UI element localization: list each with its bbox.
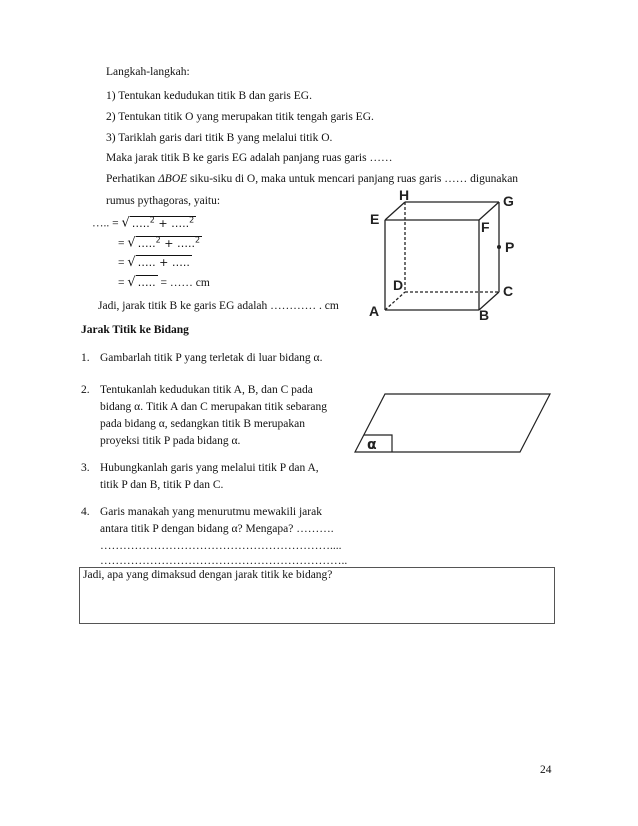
label-g: G	[503, 193, 514, 209]
item-2-line-4: proyeksi titik P pada bidang α.	[100, 435, 241, 447]
step-2: 2) Tentukan titik O yang merupakan titik tengah garis EG.	[106, 111, 374, 123]
jadi-eg-line: Jadi, jarak titik B ke garis EG adalah ………… . cm	[98, 300, 339, 312]
maka-line: Maka jarak titik B ke garis EG adalah panjang ruas garis ……	[106, 152, 393, 164]
item-4-line-1: Garis manakah yang menurutmu mewakili jarak	[100, 506, 322, 518]
item-4-line-2: antara titik P dengan bidang α? Mengapa? ……….	[100, 523, 334, 535]
item-1-num: 1.	[81, 352, 90, 364]
item-4-line-4: ………………………………………………………..	[100, 555, 348, 567]
edge-eh	[385, 202, 405, 220]
edge-fg	[479, 202, 499, 220]
plane-alpha-figure	[350, 390, 555, 456]
eq1-term-b: + …..	[158, 216, 190, 230]
label-h: H	[399, 190, 410, 203]
perhatikan-line	[106, 173, 518, 185]
eq2-exp-a: 2	[155, 235, 161, 244]
page-number: 24	[540, 764, 552, 776]
step-3: 3) Tariklah garis dari titik B yang melalui titik O.	[106, 132, 333, 144]
item-3-line-1: Hubungkanlah garis yang melalui titik P dan A,	[100, 462, 319, 474]
plane-parallelogram	[355, 394, 550, 452]
eq1-exp-a: 2	[149, 215, 155, 224]
triangle-boe: ΔBOE	[158, 173, 188, 185]
sqrt-4: √ …..	[127, 275, 156, 290]
perhatikan-prefix: Perhatikan	[106, 173, 159, 185]
steps-heading: Langkah-langkah:	[106, 66, 190, 78]
item-2-line-3: pada bidang α, sedangkan titik B merupakan	[100, 418, 305, 430]
eq1-term-a: …..	[131, 216, 150, 230]
item-2-num: 2.	[81, 384, 90, 396]
item-4-num: 4.	[81, 506, 90, 518]
label-c: C	[503, 283, 514, 299]
answer-box[interactable]	[79, 567, 555, 624]
item-3-line-2: titik P dan B, titik P dan C.	[100, 479, 224, 491]
eq4-tail: = …… cm	[157, 277, 210, 289]
edge-ad	[385, 292, 405, 310]
equation-1	[92, 215, 196, 231]
sqrt-1: √ …..$^2$ + …..$^2$	[121, 215, 195, 231]
perhatikan-suffix: siku-siku di O, maka untuk mencari panjang ruas garis …… digunakan	[187, 173, 519, 185]
item-2-line-1: Tentukanlah kedudukan titik A, B, dan C pada	[100, 384, 313, 396]
eq1-exp-b: 2	[189, 215, 195, 224]
item-3-num: 3.	[81, 462, 90, 474]
eq2-term-a: …..	[137, 236, 156, 250]
equation-4	[118, 275, 210, 290]
eq2-equals: =	[118, 237, 128, 250]
label-b: B	[479, 307, 490, 322]
eq4-radicand: …..	[137, 276, 156, 289]
label-d: D	[393, 277, 404, 293]
sqrt-2: √ …..$^2$ + …..$^2$	[127, 235, 201, 251]
eq4-equals: =	[118, 277, 128, 289]
eq3-equals: =	[118, 257, 128, 269]
step-1: 1) Tentukan kedudukan titik B dan garis EG.	[106, 90, 312, 102]
rumus-line: rumus pythagoras, yaitu:	[106, 195, 221, 207]
equation-3	[118, 255, 192, 270]
plane-label: α	[367, 437, 377, 453]
eq3-radicand: ….. + …..	[137, 256, 190, 269]
label-a: A	[369, 303, 380, 319]
eq2-exp-b: 2	[194, 235, 201, 244]
eq2-term-b: + …..	[164, 236, 195, 250]
item-2-line-2: bidang α. Titik A dan C merupakan titik sebarang	[100, 401, 327, 413]
box-question: Jadi, apa yang dimaksud dengan jarak titik ke bidang?	[83, 569, 333, 581]
item-4-line-3: ……………………………………………………....	[100, 540, 342, 552]
eq-lhs: ….. =	[92, 217, 122, 230]
section-title: Jarak Titik ke Bidang	[81, 324, 189, 336]
cube-figure	[365, 190, 530, 322]
label-f: F	[481, 219, 490, 235]
point-p	[497, 245, 501, 249]
sqrt-3: √ ….. + …..	[127, 255, 190, 270]
label-p: P	[505, 239, 515, 255]
item-1-line-1: Gambarlah titik P yang terletak di luar bidang α.	[100, 352, 323, 364]
label-e: E	[370, 211, 380, 227]
equation-2	[118, 235, 202, 251]
